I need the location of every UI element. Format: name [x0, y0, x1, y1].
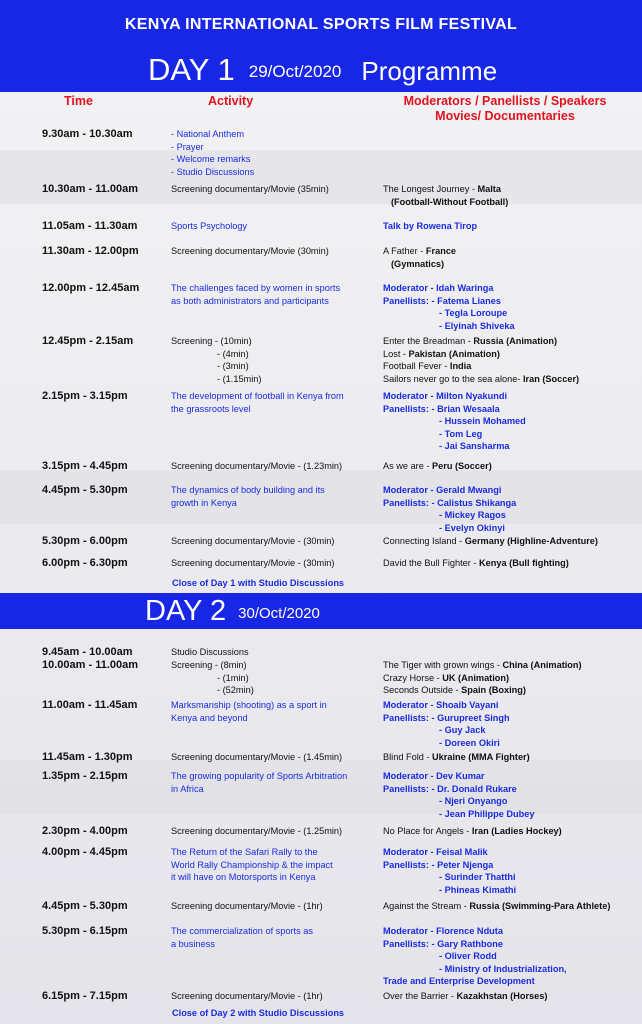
session-time: 11.30am - 12.00pm — [42, 245, 139, 257]
detail-line: Panellists: - Fatema Lianes — [383, 295, 501, 306]
activity-line: - Studio Discussions — [171, 166, 255, 177]
session-time: 12.45pm - 2.15am — [42, 335, 134, 347]
detail-line: The Tiger with grown wings - China (Animation) — [383, 660, 582, 670]
detail-line: Trade and Enterprise Development — [383, 976, 535, 987]
activity-line: Screening - (10min) — [171, 336, 252, 346]
detail-line: Moderator - Florence Nduta — [383, 926, 503, 936]
session-activity — [171, 770, 371, 795]
detail-line: - Mickey Ragos — [439, 510, 506, 521]
activity-line: The dynamics of body building and its — [171, 485, 325, 495]
festival-title: KENYA INTERNATIONAL SPORTS FILM FESTIVAL — [124, 16, 518, 33]
activity-line: Screening documentary/Movie - (1hr) — [171, 991, 323, 1001]
detail-line: Moderator - Dev Kumar — [383, 771, 485, 781]
activity-line: - Prayer — [171, 141, 204, 152]
activity-line: - (3min) — [217, 361, 249, 372]
detail-line: Moderator - Idah Waringa — [383, 283, 494, 293]
session-activity — [171, 128, 371, 178]
session-activity — [171, 220, 371, 233]
day2-date: 30/Oct/2020 — [238, 605, 320, 622]
session-time: 6.15pm - 7.15pm — [42, 990, 128, 1002]
session-time: 4.45pm - 5.30pm — [42, 900, 128, 912]
session-activity — [171, 183, 371, 196]
activity-line: Kenya and beyond — [171, 712, 248, 723]
detail-line: - Phineas Kimathi — [439, 884, 517, 895]
panel-details — [383, 699, 638, 749]
activity-line: - (1.15min) — [217, 373, 262, 384]
activity-line: - Welcome remarks — [171, 154, 251, 165]
activity-line: it will have on Motorsports in Kenya — [171, 872, 316, 883]
detail-line: Moderator - Gerald Mwangi — [383, 485, 502, 495]
detail-line: - Ministry of Industrialization, — [439, 963, 567, 974]
activity-line: Screening documentary/Movie - (1.23min) — [171, 461, 343, 471]
session-activity — [171, 390, 371, 415]
detail-line: - Elyinah Shiveka — [439, 320, 515, 331]
detail-line: - Hussein Mohamed — [439, 416, 526, 427]
session-activity — [171, 335, 371, 385]
activity-line: - (52min) — [217, 685, 254, 696]
session-activity — [171, 245, 371, 258]
day1-heading — [148, 52, 497, 90]
detail-line: Moderator - Feisal Malik — [383, 847, 488, 857]
detail-line: Football Fever - India — [383, 361, 472, 372]
detail-line: - Oliver Rodd — [439, 951, 497, 962]
detail-line: Against the Stream - Russia (Swimming-Para Athlete) — [383, 901, 611, 911]
detail-line: Seconds Outside - Spain (Boxing) — [383, 685, 526, 696]
session-time: 4.45pm - 5.30pm — [42, 484, 128, 496]
session-time: 2.30pm - 4.00pm — [42, 825, 128, 837]
movie-details — [383, 557, 638, 570]
movie-details — [383, 535, 638, 548]
panel-details — [383, 846, 638, 896]
detail-line: As we are - Peru (Soccer) — [383, 461, 492, 471]
activity-line: growth in Kenya — [171, 497, 237, 508]
session-time: 5.30pm - 6.00pm — [42, 535, 128, 547]
detail-line: Panellists: - Calistus Shikanga — [383, 497, 517, 508]
session-time: 6.00pm - 6.30pm — [42, 557, 128, 569]
detail-line: Panellists: - Brian Wesaala — [383, 403, 500, 414]
day1-label: DAY 1 — [148, 52, 235, 87]
session-time: 11.45am - 1.30pm — [42, 751, 133, 763]
movie-details — [383, 659, 638, 697]
session-activity — [171, 925, 371, 950]
activity-line: in Africa — [171, 783, 204, 794]
activity-line: World Rally Championship & the impact — [171, 859, 333, 870]
activity-line: Marksmanship (shooting) as a sport in — [171, 700, 327, 710]
activity-line: The Return of the Safari Rally to the — [171, 847, 318, 857]
detail-line: Panellists: - Peter Njenga — [383, 859, 494, 870]
detail-line: (Football-Without Football) — [391, 196, 509, 207]
activity-line: Screening documentary/Movie - (30min) — [171, 558, 335, 568]
activity-line: - (4min) — [217, 348, 249, 359]
activity-line: Screening documentary/Movie - (1.25min) — [171, 826, 343, 836]
session-time: 4.00pm - 4.45pm — [42, 846, 128, 858]
detail-line: - Guy Jack — [439, 725, 486, 736]
detail-line: Crazy Horse - UK (Animation) — [383, 672, 510, 683]
session-activity — [171, 846, 371, 884]
activity-line: - (1min) — [217, 672, 249, 683]
detail-line: Moderator - Shoaib Vayani — [383, 700, 499, 710]
session-time: 9.30am - 10.30am — [42, 128, 133, 140]
detail-line: (Gymnatics) — [391, 258, 445, 269]
activity-line: The development of football in Kenya from — [171, 391, 344, 401]
activity-line: the grassroots level — [171, 403, 251, 414]
session-activity — [171, 825, 371, 838]
activity-line: The challenges faced by women in sports — [171, 283, 341, 293]
activity-line: Screening documentary/Movie - (1hr) — [171, 901, 323, 911]
detail-line: Moderator - Milton Nyakundi — [383, 391, 508, 401]
detail-line: Talk by Rowena Tirop — [383, 221, 478, 231]
activity-line: a business — [171, 938, 215, 949]
session-time: 9.45am - 10.00am — [42, 646, 133, 658]
panel-details — [383, 282, 638, 332]
session-activity — [171, 484, 371, 509]
session-activity — [171, 751, 371, 764]
session-time: 10.30am - 11.00am — [42, 183, 139, 195]
day2-heading — [145, 595, 320, 630]
detail-line: Panellists: - Gurupreet Singh — [383, 712, 510, 723]
detail-line: - Tegla Loroupe — [439, 308, 508, 319]
detail-line: Panellists: - Dr. Donald Rukare — [383, 783, 517, 794]
panel-details — [383, 390, 638, 453]
activity-line: Screening documentary/Movie (30min) — [171, 246, 329, 256]
session-time: 12.00pm - 12.45am — [42, 282, 140, 294]
session-activity — [171, 460, 371, 473]
panel-details — [383, 484, 638, 534]
detail-line: The Longest Journey - Malta — [383, 184, 501, 194]
activity-line: The commercialization of sports as — [171, 926, 313, 936]
activity-line: Studio Discussions — [171, 647, 249, 657]
activity-line: Screening - (8min) — [171, 660, 247, 670]
column-header-moderators: Moderators / Panellists / Speakers Movies/ Documentaries — [403, 94, 607, 123]
detail-line: David the Bull Fighter - Kenya (Bull fighting) — [383, 558, 569, 568]
detail-line: - Tom Leg — [439, 428, 483, 439]
panel-details — [383, 925, 638, 988]
detail-line: Sailors never go to the sea alone- Iran (Soccer) — [383, 373, 580, 384]
detail-line: - Doreen Okiri — [439, 737, 500, 748]
activity-line: as both administrators and participants — [171, 295, 329, 306]
detail-line: Enter the Breadman - Russia (Animation) — [383, 336, 558, 346]
detail-line: Lost - Pakistan (Animation) — [383, 348, 500, 359]
detail-line: - Jai Sansharma — [439, 441, 510, 452]
day2-closing: Close of Day 2 with Studio Discussions — [172, 1008, 345, 1018]
activity-line: Screening documentary/Movie - (30min) — [171, 536, 335, 546]
column-header-time: Time — [64, 94, 93, 108]
session-activity — [171, 659, 371, 697]
day2-banner — [0, 593, 642, 629]
movie-details — [383, 825, 638, 838]
movie-details — [383, 751, 638, 764]
session-activity — [171, 535, 371, 548]
session-time: 3.15pm - 4.45pm — [42, 460, 128, 472]
detail-line: Panellists: - Gary Rathbone — [383, 938, 503, 949]
session-time: 11.00am - 11.45am — [42, 699, 138, 711]
movie-details — [383, 460, 638, 473]
detail-line: A Father - France — [383, 246, 457, 256]
session-time: 1.35pm - 2.15pm — [42, 770, 128, 782]
movie-details — [383, 900, 638, 913]
movie-details — [383, 335, 638, 385]
detail-line: No Place for Angels - Iran (Ladies Hockey) — [383, 826, 562, 836]
activity-line: Screening documentary/Movie - (1.45min) — [171, 752, 343, 762]
detail-line: Blind Fold - Ukraine (MMA Fighter) — [383, 752, 530, 762]
session-time: 11.05am - 11.30am — [42, 220, 138, 232]
header-banner — [0, 0, 642, 92]
activity-line: Sports Psychology — [171, 221, 248, 231]
programme-label: Programme — [361, 56, 498, 86]
movie-details — [383, 183, 638, 208]
session-activity — [171, 646, 371, 659]
session-activity — [171, 900, 371, 913]
panel-details — [383, 220, 638, 233]
movie-details — [383, 245, 638, 270]
day2-label: DAY 2 — [145, 595, 227, 627]
day1-date: 29/Oct/2020 — [248, 62, 342, 81]
panel-details — [383, 770, 638, 820]
session-time: 10.00am - 11.00am — [42, 659, 139, 671]
detail-line: Connecting Island - Germany (Highline-Adventure) — [383, 536, 598, 546]
movie-details — [383, 990, 638, 1003]
session-activity — [171, 282, 371, 307]
session-time: 2.15pm - 3.15pm — [42, 390, 128, 402]
detail-line: - Njeri Onyango — [439, 796, 508, 807]
activity-line: The growing popularity of Sports Arbitration — [171, 771, 348, 781]
column-header-activity: Activity — [208, 94, 254, 108]
session-activity — [171, 990, 371, 1003]
detail-line: Over the Barrier - Kazakhstan (Horses) — [383, 991, 548, 1001]
day1-closing: Close of Day 1 with Studio Discussions — [172, 578, 345, 588]
detail-line: - Surinder Thatthi — [439, 872, 516, 883]
session-activity — [171, 699, 371, 724]
session-time: 5.30pm - 6.15pm — [42, 925, 128, 937]
activity-line: - National Anthem — [171, 129, 245, 139]
activity-line: Screening documentary/Movie (35min) — [171, 184, 329, 194]
session-activity — [171, 557, 371, 570]
detail-line: - Evelyn Okinyi — [439, 522, 505, 533]
detail-line: - Jean Philippe Dubey — [439, 808, 535, 819]
